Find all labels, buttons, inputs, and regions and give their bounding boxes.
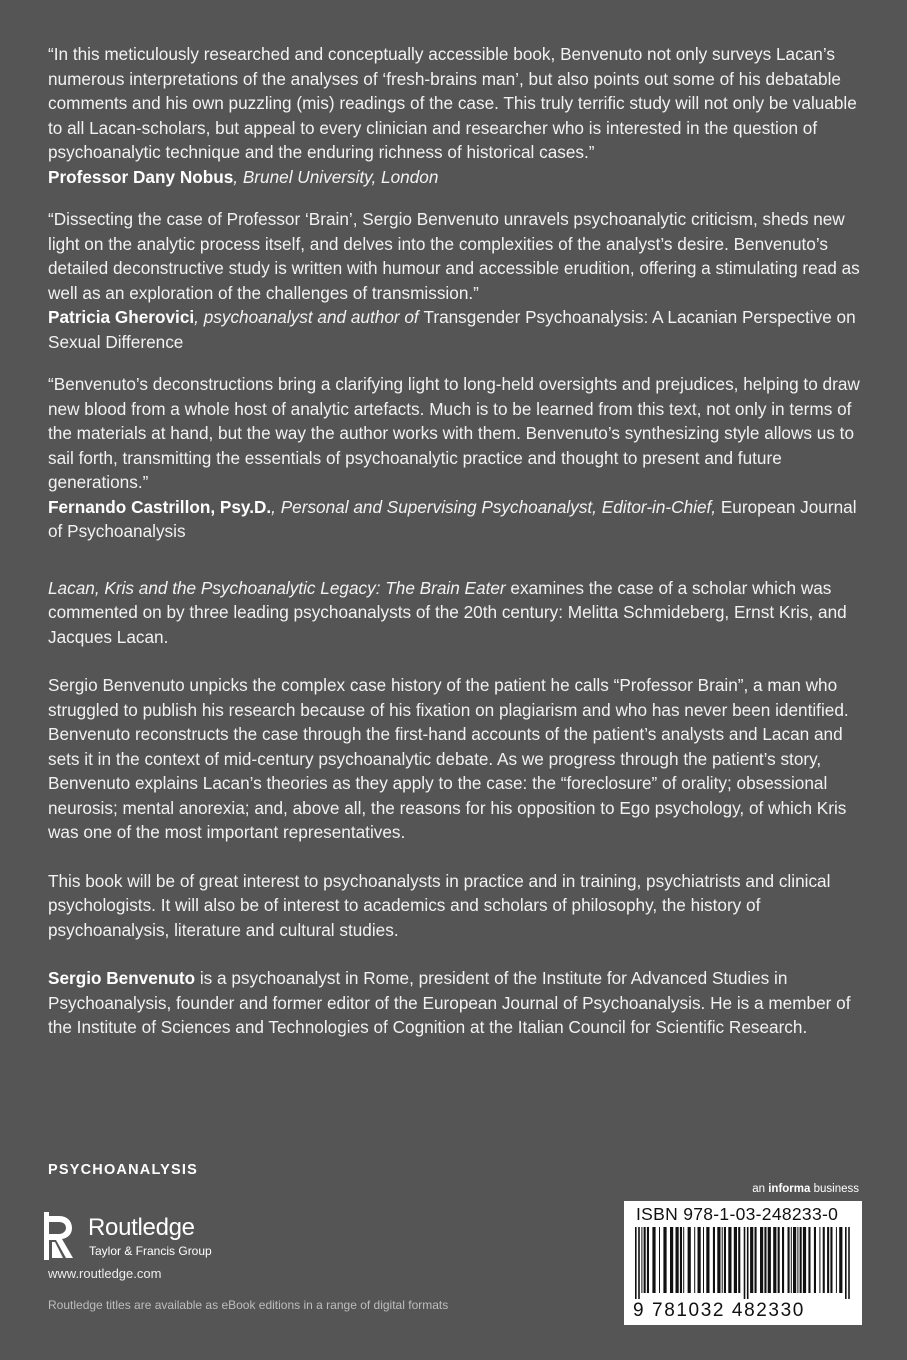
isbn-barcode	[624, 1201, 862, 1325]
barcode-bar	[808, 1227, 810, 1293]
isbn-label: ISBN 978-1-03-248233-0	[636, 1204, 839, 1224]
endorser-name: Patricia Gherovici	[48, 307, 195, 327]
endorsement-1	[48, 42, 863, 189]
endorser-journal: European Journal of Psychoanalysis	[48, 496, 857, 541]
barcode-bar	[652, 1227, 655, 1293]
barcode-bar	[703, 1227, 704, 1293]
barcode-bar	[788, 1227, 790, 1293]
barcode-bar	[803, 1227, 806, 1293]
barcode-bar	[694, 1227, 695, 1293]
barcode-bar	[676, 1227, 679, 1293]
barcode-bar	[836, 1227, 837, 1293]
endorsement-attribution	[48, 305, 863, 354]
author-bio: Sergio Benvenuto is a psychoanalyst in Rome, president of the Institute for Advanced Studies in Psychoanalysis, founder and former editor of the European Journal of Psychoanalysis. He is a member of the Institute of Sciences and Technologies of Cognition at the Italian Council for Scientific Research.	[48, 968, 851, 1037]
description	[48, 576, 863, 1040]
author-name: Sergio Benvenuto	[48, 968, 196, 988]
barcode-bar	[683, 1227, 684, 1293]
ebook-availability-note: Routledge titles are available as eBook editions in a range of digital formats	[48, 1298, 449, 1312]
barcode-bar	[764, 1227, 766, 1293]
barcode-bar	[641, 1227, 642, 1293]
barcode-bar	[755, 1227, 757, 1293]
publisher-name: Routledge	[88, 1214, 195, 1241]
barcode-bar	[724, 1227, 726, 1293]
barcode-bar	[647, 1227, 649, 1293]
endorser-affiliation: , Personal and Supervising Psychoanalyst, Editor-in-Chief,	[271, 496, 717, 517]
barcode-bar	[663, 1227, 666, 1293]
barcode-bar	[793, 1227, 796, 1293]
description-para-3: This book will be of great interest to psychoanalysts in practice and in training, psychiatrists and clinical psychologists. It will also be of interest to academics and scholars of philosophy, the history of psychoanalysis, literature and cultural studies.	[48, 870, 831, 940]
endorser-name: Professor Dany Nobus	[48, 166, 234, 187]
guard-bar	[635, 1227, 637, 1299]
barcode-bar	[768, 1227, 771, 1293]
description-para-1: Lacan, Kris and the Psychoanalytic Legacy: The Brain Eater examines the case of a scholar which was commented on by three leading psychoanalysts of the 20th century: Melitta Schmideberg, Ernst Kris, and Jacques Lacan.	[48, 577, 847, 647]
barcode-bars	[633, 1227, 855, 1299]
guard-bar	[848, 1227, 850, 1299]
barcode-bar	[680, 1227, 682, 1293]
barcode-bar	[830, 1227, 832, 1293]
barcode-bar	[819, 1227, 820, 1293]
guard-bar	[638, 1227, 640, 1299]
endorsement-attribution	[48, 165, 863, 190]
ean-digits: 9 781032 482330	[633, 1300, 805, 1321]
endorser-name: Fernando Castrillon, Psy.D.	[48, 496, 272, 517]
barcode-bar	[706, 1227, 709, 1293]
endorsement-quote: “Dissecting the case of Professor ‘Brain’, Sergio Benvenuto unravels psychoanalytic criticism, sheds new light on the analytic process itself, and delves into the complexities of the analyst’s desire. Benvenuto’s detailed deconstructive study is written with humour and accessible erudition, offering a stimulating read as well as an exploration of the challenges of transmission.”	[48, 209, 860, 303]
subject-category: PSYCHOANALYSIS	[48, 1162, 199, 1178]
publisher-group: Taylor & Francis Group	[89, 1244, 212, 1258]
guard-bar	[845, 1227, 847, 1299]
barcode-bar	[722, 1227, 723, 1293]
book-title: Lacan, Kris and the Psychoanalytic Legacy: The Brain Eater	[48, 577, 506, 598]
barcode-bar	[728, 1227, 731, 1293]
endorsement-quote: “Benvenuto’s deconstructions bring a clarifying light to long-held oversights and prejudices, helping to draw new blood from a whole host of analytic artefacts. Much is to be learned from this text, not only in terms of the materials at hand, but the way the author works with them. Benvenuto’s synthesizing style allows us to sail forth, transmitting the essentials of psychoanalytic practice and thought to present and future generations.”	[48, 374, 860, 492]
publisher-logo[interactable]	[44, 1212, 244, 1260]
barcode-bar	[839, 1227, 842, 1293]
barcode-bar	[688, 1227, 691, 1293]
guard-bar	[744, 1227, 746, 1299]
endorser-affiliation: , psychoanalyst and author of	[194, 307, 424, 327]
barcode-bar	[791, 1227, 792, 1293]
barcode-bar	[823, 1227, 825, 1293]
endorsement-2	[48, 207, 863, 354]
informa-tagline: an informa business	[752, 1183, 859, 1195]
endorsement-quote: “In this meticulously researched and conceptually accessible book, Benvenuto not only surveys Lacan’s numerous interpretations of the analyses of ‘fresh-brains man’, but also points out some of his debatable comments and his own puzzling (mis) readings of the case. This truly terrific study will not only be valuable to all Lacan-scholars, but appeal to every clinician and researcher who is interested in the question of psychoanalytic technique and the enduring richness of historical cases.”	[48, 44, 857, 162]
barcode-bar	[814, 1227, 816, 1293]
publisher-website-link[interactable]: www.routledge.com	[48, 1266, 162, 1281]
barcode-bar	[738, 1227, 740, 1293]
barcode-bar	[800, 1227, 802, 1293]
barcode-bar	[644, 1227, 646, 1293]
endorser-book-title: Transgender Psychoanalysis: A Lacanian Perspective on Sexual Difference	[48, 307, 856, 352]
informa-brand: informa	[768, 1183, 811, 1195]
barcode-bar	[827, 1227, 829, 1293]
barcode-bar	[797, 1227, 798, 1293]
barcode-bar	[670, 1227, 673, 1293]
barcode-bar	[659, 1227, 660, 1293]
endorsement-attribution	[48, 495, 863, 544]
barcode-bar	[713, 1227, 715, 1293]
barcode-bar	[778, 1227, 780, 1293]
back-cover-text	[48, 42, 863, 1040]
barcode-bar	[698, 1227, 701, 1293]
barcode-bar	[717, 1227, 720, 1293]
endorsement-3	[48, 372, 863, 544]
description-para-2: Sergio Benvenuto unpicks the complex case history of the patient he calls “Professor Brain”, a man who struggled to publish his research because of his fixation on plagiarism and who has never been identified. Benvenuto reconstructs the case through the first-hand accounts of the patient’s analysts and Lacan and sets it in the context of mid-century psychoanalytic debate. As we progress through the patient’s story, Benvenuto explains Lacan’s theories as they apply to the case: the “foreclosure” of orality; obsessional neurosis; mental anorexia; and, above all, the reasons for his opposition to Ego psychology, of which Kris was one of the most important representatives.	[48, 675, 849, 842]
barcode-bar	[782, 1227, 784, 1293]
routledge-logo-icon	[44, 1212, 74, 1260]
barcode-bar	[750, 1227, 753, 1293]
guard-bar	[747, 1227, 749, 1299]
endorser-affiliation: , Brunel University, London	[233, 166, 439, 187]
barcode-bar	[773, 1227, 776, 1293]
barcode-bar	[760, 1227, 763, 1293]
barcode-bar	[734, 1227, 737, 1293]
